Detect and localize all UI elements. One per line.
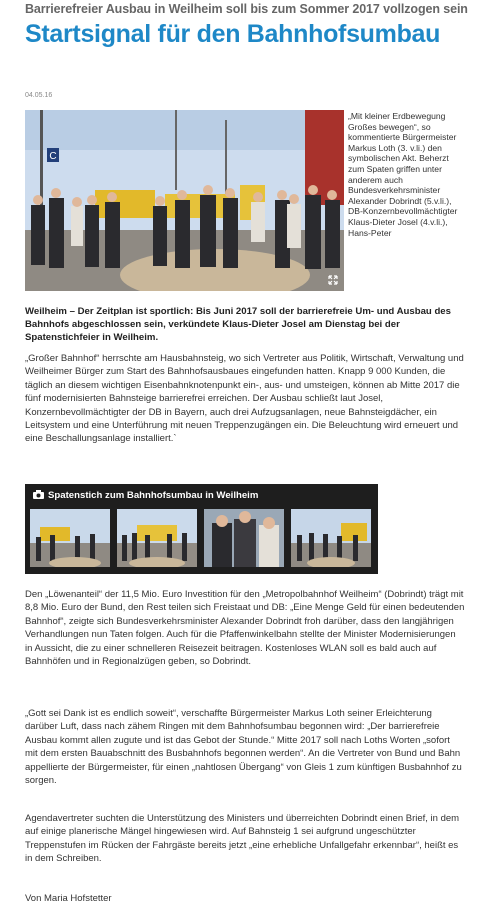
- article-byline: Von Maria Hofstetter: [25, 893, 112, 904]
- gallery-thumbnail[interactable]: [204, 509, 284, 567]
- article-kicker: Barrierefreier Ausbau in Weilheim soll bis zum Sommer 2017 vollzogen sein: [25, 2, 468, 16]
- station-sign-label: C: [49, 151, 57, 162]
- photo-gallery: [25, 484, 378, 574]
- article-lead: Weilheim – Der Zeitplan ist sportlich: Bis Juni 2017 soll der barrierefreie Um- und Ausbau des Bahnhofs abgeschlossen sein, verkündete Klaus-Dieter Josel am Dienstag bei der Spatenstichfeier in Weilheim.: [25, 306, 451, 343]
- image-caption: „Mit kleiner Erdbewegung Großes bewegen“, so kommentierte Bürgermeister Markus Loth (3. v.li.) den symbolischen Akt. Beherzt zum Spaten griffen unter anderem auch Bundesverkehrsminister Alexander Dobrindt (5.v.li.), DB-Konzernbevollmächtigter Klaus-Dieter Josel (4.v.li.), Hans-Peter: [348, 111, 458, 238]
- hero-image[interactable]: [25, 110, 344, 291]
- camera-icon: [33, 490, 44, 502]
- paragraph-3: „Gott sei Dank ist es endlich soweit“, verschaffte Bürgermeister Markus Loth seiner Erleichterung darüber Luft, dass nach zähem Ringen mit dem Bahnhofsumbau begonnen wird: „Der barrierefreie Ausbau kommt allen zugute und ist das Gebot der Stunde.“ Mitte 2017 soll nach Loths Worten „sofort mit dem ersten Bauabschnitt des Busbahnhofs begonnen werden“. An die Vertreter von Bund und Bahn appellierte der Bürgermeister, für einen „nahtlosen Übergang“ von Gleis 1 zum künftigen Busbahnhof zu sorgen.: [25, 708, 462, 787]
- gallery-thumbnail[interactable]: [291, 509, 371, 567]
- paragraph-1: „Großer Bahnhof“ herrschte am Hausbahnsteig, wo sich Vertreter aus Politik, Wirtschaft, Verwaltung und Weilheimer Bürger zum Start des Bahnhofsausbaues eingefunden hatten. Knapp 9 000 Kunden, die täglich an diesem wichtigen Eisenbahnknotenpunkt ein-, aus- und umsteigen, können ab Mitte 2017 die fünf modernisierten Bahnsteige barrierefrei erreichen. Der Ausbau schließt laut Josel, Konzernbevollmächtigter der DB in Bayern, auch drei Aufzugsanlagen, neue Bahnsteigdächer, ein Leitsystem und eine Unterführung mit neuen Treppenzugängen ein. Die Beleuchtung wird erneuert und eine Beschallungsanlage installiert.`: [25, 353, 464, 445]
- paragraph-4: Agendavertreter suchten die Unterstützung des Ministers und überreichten Dobrindt einen Brief, in dem auf einige planerische Mängel hingewiesen wird. Auf Bahnsteig 1 sei aufgrund ungeschützter Treppenstufen im Rücken der Fahrgäste bereits jetzt „eine erhebliche Unfallgefahr erkennbar“, heißt es in dem Schreiben.: [25, 813, 460, 865]
- article-date: 04.05.16: [25, 92, 53, 99]
- paragraph-2: Den „Löwenanteil“ der 11,5 Mio. Euro Investition für den „Metropolbahnhof Weilheim“ (Dobrindt) trägt mit 8,8 Mio. Euro der Bund, den Rest teilen sich Freistaat und DB: „Eine Menge Geld für einen bedeutenden Bahnhof“, zeigte sich Bundesverkehrsminister Alexander Dobrindt froh darüber, dass den langjährigen Verhandlungen nun Taten folgen. Auch für die Pfaffenwinkelbahn stellte der Minister Modernisierungen in Aussicht, die zu einer schnelleren Reisezeit beitragen. Kostenloses WLAN soll es bald auch auf Bahnhöfen und in Regionalzügen geben, so Dobrindt.: [25, 589, 465, 668]
- hero-photo-illustration: [25, 110, 344, 291]
- article-headline: Startsignal für den Bahnhofsumbau: [25, 20, 441, 48]
- expand-icon[interactable]: [328, 275, 338, 285]
- gallery-thumbnail[interactable]: [30, 509, 110, 567]
- gallery-title-row: [33, 490, 258, 502]
- gallery-title: Spatenstich zum Bahnhofsumbau in Weilheim: [48, 490, 259, 501]
- gallery-thumbnail[interactable]: [117, 509, 197, 567]
